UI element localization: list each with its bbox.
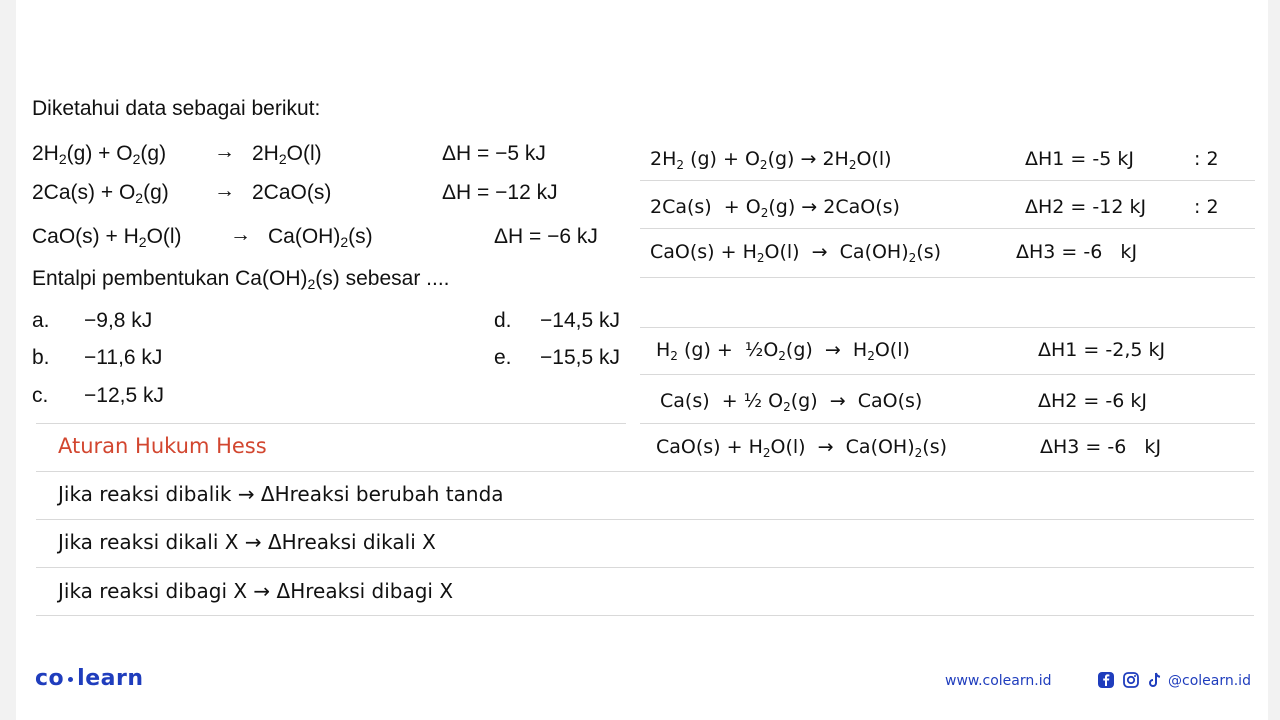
right-border xyxy=(1268,0,1280,720)
reaction-arrow: → xyxy=(214,140,235,163)
rule-item-2: Jika reaksi dikali X → ΔHreaksi dikali X xyxy=(58,530,436,554)
question-reaction-1-dh: ΔH = −5 kJ xyxy=(442,142,546,165)
question-prompt: Entalpi pembentukan $Ca(OH)_2(s)$ sebesar .... xyxy=(32,267,450,292)
option-b-value: −11,6 kJ xyxy=(84,346,163,369)
work-bottom-dh-3: ΔH3 = -6 kJ xyxy=(1040,436,1162,458)
facebook-icon[interactable] xyxy=(1097,671,1115,689)
colearn-logo xyxy=(35,666,143,691)
reaction-arrow: → xyxy=(214,179,235,202)
option-b-letter: b. xyxy=(32,346,50,369)
reaction-arrow: → xyxy=(230,223,251,246)
question-reaction-3-left: $CaO(s) + H_2O(l)$ xyxy=(32,225,182,250)
option-e-letter: e. xyxy=(494,346,512,369)
work-top-eq-3: $CaO(s) + H_2O(l) \to Ca(OH)_2(s)$ xyxy=(650,241,942,265)
work-top-eq-2: $2Ca(s) + O_2(g) \to 2CaO(s)$ xyxy=(650,196,900,220)
option-e-value: −15,5 kJ xyxy=(540,346,620,369)
question-reaction-2-dh: ΔH = −12 kJ xyxy=(442,181,558,204)
social-handle[interactable]: @colearn.id xyxy=(1168,673,1251,689)
website-link[interactable]: www.colearn.id xyxy=(945,673,1052,689)
work-bottom-eq-3: $CaO(s) + H_2O(l) \to Ca(OH)_2(s)$ xyxy=(656,436,948,460)
divider xyxy=(640,374,1255,375)
option-a-value: −9,8 kJ xyxy=(84,309,153,332)
work-bottom-eq-2: Ca(s) + ½ $O_2(g) \to CaO(s)$ xyxy=(660,390,923,414)
rule-item-1: Jika reaksi dibalik → ΔHreaksi berubah tanda xyxy=(58,482,504,506)
work-top-op-1: : 2 xyxy=(1194,148,1219,170)
question-reaction-1-product: $2H_2O(l)$ xyxy=(252,142,322,167)
work-bottom-dh-2: ΔH2 = -6 kJ xyxy=(1038,390,1147,412)
option-c-value: −12,5 kJ xyxy=(84,384,164,407)
divider xyxy=(36,615,1254,616)
divider xyxy=(640,180,1255,181)
work-top-dh-1: ΔH1 = -5 kJ xyxy=(1025,148,1134,170)
divider xyxy=(640,277,1255,278)
instagram-icon[interactable] xyxy=(1122,671,1140,689)
tiktok-icon[interactable] xyxy=(1146,671,1164,689)
question-reaction-3-product: $Ca(OH)_2(s)$ xyxy=(268,225,373,250)
option-a-letter: a. xyxy=(32,309,50,332)
logo-dot xyxy=(68,677,73,682)
question-reaction-3-dh: ΔH = −6 kJ xyxy=(494,225,598,248)
divider xyxy=(640,228,1255,229)
logo-text-left: co xyxy=(35,666,65,691)
question-reaction-2-product: 2CaO(s) xyxy=(252,181,332,204)
option-c-letter: c. xyxy=(32,384,49,407)
divider xyxy=(36,471,1254,472)
work-bottom-eq-1: $H_2$ $(g) + \frac{1}{2}O_2(g) \to H_2O(l)$ xyxy=(656,339,910,363)
work-top-op-2: : 2 xyxy=(1194,196,1219,218)
option-d-value: −14,5 kJ xyxy=(540,309,620,332)
question-reaction-1-left: $2H_2(g) + O_2(g)$ xyxy=(32,142,167,167)
left-border xyxy=(0,0,16,720)
work-top-dh-3: ΔH3 = -6 kJ xyxy=(1016,241,1138,263)
divider xyxy=(36,567,1254,568)
divider xyxy=(36,423,626,424)
divider xyxy=(640,423,1255,424)
rules-title: Aturan Hukum Hess xyxy=(58,434,267,458)
work-top-eq-1: $2H_2$ $(g) + O_2(g) \to 2H_2O(l)$ xyxy=(650,148,892,172)
work-top-dh-2: ΔH2 = -12 kJ xyxy=(1025,196,1147,218)
question-intro: Diketahui data sebagai berikut: xyxy=(32,97,321,120)
option-d-letter: d. xyxy=(494,309,512,332)
divider xyxy=(36,519,1254,520)
question-reaction-2-left: $2Ca(s) + O_2(g)$ xyxy=(32,181,169,206)
rule-item-3: Jika reaksi dibagi X → ΔHreaksi dibagi X xyxy=(58,579,454,603)
logo-text-right: learn xyxy=(77,666,144,691)
work-bottom-dh-1: ΔH1 = -2,5 kJ xyxy=(1038,339,1166,361)
divider xyxy=(640,327,1255,328)
